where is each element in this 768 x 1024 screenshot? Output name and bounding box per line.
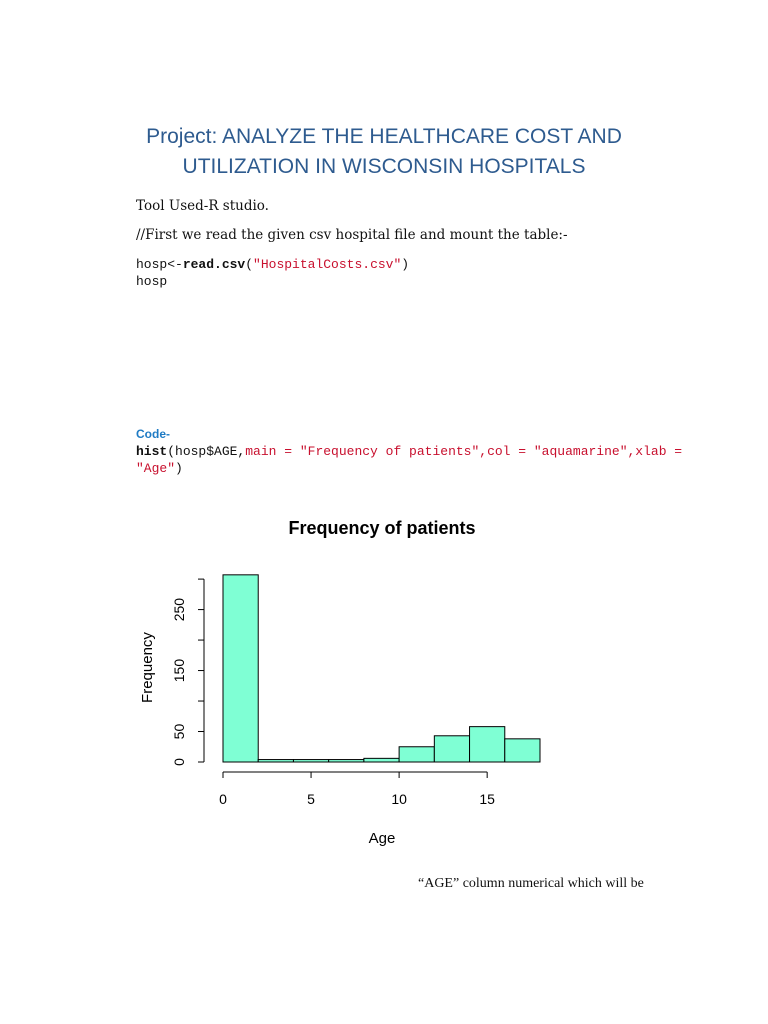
y-axis-label: Frequency — [139, 632, 156, 703]
title-line-2: UTILIZATION IN WISCONSIN HOSPITALS — [182, 155, 586, 178]
tool-used-text: Tool Used-R studio. — [136, 198, 269, 214]
code-fn-read-csv: read.csv — [182, 257, 246, 272]
caption-text: “AGE” column numerical which will be — [418, 876, 644, 891]
code-close-paren: ) — [401, 257, 410, 272]
code-hist-xlab-value: "Age" — [136, 461, 176, 476]
x-tick-label: 0 — [219, 791, 227, 807]
title-line-1: Project: ANALYZE THE HEALTHCARE COST AND — [146, 125, 622, 148]
histogram-bar — [505, 739, 540, 762]
histogram-bar — [258, 760, 293, 762]
histogram-bar — [223, 575, 258, 762]
document-title — [0, 122, 768, 182]
histogram-bar — [329, 760, 364, 762]
code-hosp-line: hosp — [136, 274, 168, 289]
y-tick-label: 0 — [171, 758, 187, 766]
y-tick-label: 250 — [171, 597, 187, 622]
code-block-hist — [136, 443, 682, 477]
code-hist-arg0: (hosp$AGE, — [167, 444, 246, 459]
y-tick-label: 50 — [171, 723, 187, 740]
code-fn-hist: hist — [136, 444, 168, 459]
histogram-bar — [434, 736, 469, 762]
code-hist-close: ) — [175, 461, 183, 476]
histogram-bar — [364, 758, 399, 762]
histogram-svg — [120, 505, 590, 860]
histogram-chart — [120, 505, 590, 860]
histogram-bar — [399, 747, 434, 762]
code-block-read-csv — [136, 256, 409, 290]
chart-title: Frequency of patients — [288, 518, 476, 538]
code-open-paren: ( — [245, 257, 254, 272]
code-heading: Code- — [136, 427, 170, 441]
x-axis-label: Age — [368, 830, 396, 847]
code-hist-args: main = "Frequency of patients",col = "aquamarine",xlab = — [245, 444, 683, 459]
first-step-text: //First we read the given csv hospital file and mount the table:- — [136, 227, 568, 243]
code-filename-string: "HospitalCosts.csv" — [253, 257, 402, 272]
x-tick-label: 5 — [307, 791, 315, 807]
code-var: hosp<- — [136, 257, 183, 272]
histogram-bar — [470, 727, 505, 762]
x-tick-label: 15 — [479, 791, 495, 807]
x-tick-label: 10 — [391, 791, 407, 807]
histogram-bar — [293, 760, 328, 762]
y-tick-label: 150 — [171, 658, 187, 683]
